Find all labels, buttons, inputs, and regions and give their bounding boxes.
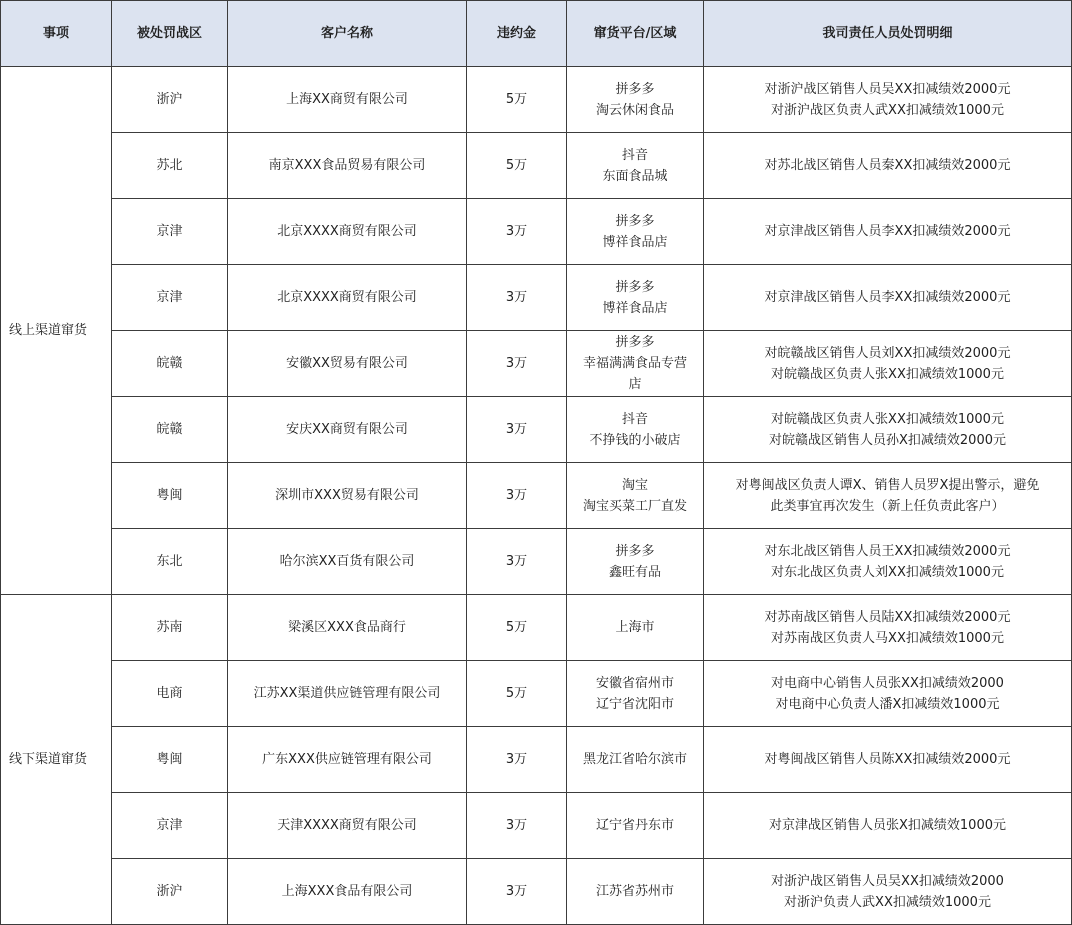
table-row bbox=[1, 859, 1072, 925]
table-row bbox=[1, 463, 1072, 529]
detail-line: 对京津战区销售人员李XX扣减绩效2000元 bbox=[764, 290, 1011, 305]
detail-line: 对东北战区销售人员王XX扣减绩效2000元 bbox=[764, 543, 1011, 559]
platform-line: 上海市 bbox=[615, 620, 655, 635]
cell-platform bbox=[567, 661, 704, 727]
detail-line: 对粤闽战区销售人员陈XX扣减绩效2000元 bbox=[764, 752, 1011, 767]
cell-detail bbox=[704, 595, 1072, 661]
platform-line: 拼多多 bbox=[615, 213, 655, 229]
cell-platform bbox=[567, 859, 704, 925]
platform-line: 店 bbox=[628, 377, 642, 392]
header-region: 被处罚战区 bbox=[112, 1, 228, 67]
cell-penalty: 3万 bbox=[467, 859, 567, 925]
platform-line: 拼多多 bbox=[615, 543, 655, 559]
detail-line: 此类事宜再次发生（新上任负责此客户） bbox=[770, 498, 1005, 514]
cell-penalty: 3万 bbox=[467, 529, 567, 595]
header-row bbox=[1, 1, 1072, 67]
detail-line: 对浙沪战区销售人员吴XX扣减绩效2000元 bbox=[764, 81, 1011, 97]
platform-line: 安徽省宿州市 bbox=[595, 675, 674, 691]
group-label: 线上渠道窜货 bbox=[1, 67, 112, 595]
cell-customer: 深圳市XXX贸易有限公司 bbox=[228, 463, 467, 529]
cell-region: 浙沪 bbox=[112, 67, 228, 133]
table-header bbox=[1, 1, 1072, 67]
cell-penalty: 3万 bbox=[467, 397, 567, 463]
cell-detail bbox=[704, 133, 1072, 199]
cell-customer: 上海XX商贸有限公司 bbox=[228, 67, 467, 133]
cell-platform bbox=[567, 331, 704, 397]
cell-region: 浙沪 bbox=[112, 859, 228, 925]
cell-penalty: 3万 bbox=[467, 265, 567, 331]
cell-detail bbox=[704, 463, 1072, 529]
platform-line: 黑龙江省哈尔滨市 bbox=[582, 752, 687, 767]
header-detail: 我司责任人员处罚明细 bbox=[704, 1, 1072, 67]
detail-line: 对皖赣战区负责人张XX扣减绩效1000元 bbox=[771, 366, 1004, 382]
detail-line: 对皖赣战区负责人张XX扣减绩效1000元 bbox=[771, 411, 1004, 427]
platform-line: 淘云休闲食品 bbox=[595, 102, 674, 118]
cell-detail bbox=[704, 793, 1072, 859]
cell-platform bbox=[567, 265, 704, 331]
platform-line: 东面食品城 bbox=[602, 168, 668, 184]
table-row bbox=[1, 265, 1072, 331]
detail-line: 对苏南战区销售人员陆XX扣减绩效2000元 bbox=[764, 609, 1011, 625]
cell-region: 粤闽 bbox=[112, 727, 228, 793]
table-row bbox=[1, 793, 1072, 859]
platform-line: 淘宝 bbox=[621, 477, 648, 493]
group-label: 线下渠道窜货 bbox=[1, 595, 112, 925]
platform-line: 辽宁省沈阳市 bbox=[595, 696, 674, 712]
header-platform: 窜货平台/区域 bbox=[567, 1, 704, 67]
table-row bbox=[1, 661, 1072, 727]
cell-customer: 安庆XX商贸有限公司 bbox=[228, 397, 467, 463]
platform-line: 拼多多 bbox=[615, 279, 655, 295]
cell-detail bbox=[704, 67, 1072, 133]
cell-region: 京津 bbox=[112, 199, 228, 265]
cell-penalty: 3万 bbox=[467, 331, 567, 397]
header-penalty: 违约金 bbox=[467, 1, 567, 67]
cell-platform bbox=[567, 529, 704, 595]
header-customer: 客户名称 bbox=[228, 1, 467, 67]
table-row bbox=[1, 727, 1072, 793]
cell-customer: 梁溪区XXX食品商行 bbox=[228, 595, 467, 661]
cell-region: 电商 bbox=[112, 661, 228, 727]
detail-line: 对京津战区销售人员李XX扣减绩效2000元 bbox=[764, 224, 1011, 239]
cell-region: 京津 bbox=[112, 793, 228, 859]
cell-customer: 江苏XX渠道供应链管理有限公司 bbox=[228, 661, 467, 727]
detail-line: 对电商中心销售人员张XX扣减绩效2000 bbox=[771, 675, 1004, 691]
cell-platform bbox=[567, 793, 704, 859]
cell-platform bbox=[567, 397, 704, 463]
platform-line: 淘宝买菜工厂直发 bbox=[582, 498, 687, 514]
cell-region: 皖赣 bbox=[112, 331, 228, 397]
platform-line: 博祥食品店 bbox=[602, 234, 668, 250]
detail-line: 对苏南战区负责人马XX扣减绩效1000元 bbox=[771, 630, 1004, 646]
detail-line: 对粤闽战区负责人谭X、销售人员罗X提出警示，避免 bbox=[735, 477, 1040, 493]
cell-customer: 南京XXX食品贸易有限公司 bbox=[228, 133, 467, 199]
table-body bbox=[1, 67, 1072, 925]
detail-line: 对东北战区负责人刘XX扣减绩效1000元 bbox=[771, 564, 1004, 580]
cell-detail bbox=[704, 199, 1072, 265]
table-row bbox=[1, 133, 1072, 199]
detail-line: 对电商中心负责人潘X扣减绩效1000元 bbox=[775, 696, 1000, 712]
platform-line: 不挣钱的小破店 bbox=[589, 432, 681, 448]
cell-detail bbox=[704, 529, 1072, 595]
detail-line: 对皖赣战区销售人员刘XX扣减绩效2000元 bbox=[764, 345, 1011, 361]
table-row bbox=[1, 331, 1072, 397]
cell-penalty: 3万 bbox=[467, 463, 567, 529]
cell-penalty: 3万 bbox=[467, 199, 567, 265]
cell-penalty: 3万 bbox=[467, 727, 567, 793]
detail-line: 对苏北战区销售人员秦XX扣减绩效2000元 bbox=[764, 158, 1011, 173]
cell-customer: 安徽XX贸易有限公司 bbox=[228, 331, 467, 397]
cell-customer: 哈尔滨XX百货有限公司 bbox=[228, 529, 467, 595]
cell-penalty: 5万 bbox=[467, 67, 567, 133]
cell-customer: 北京XXXX商贸有限公司 bbox=[228, 265, 467, 331]
detail-line: 对皖赣战区销售人员孙X扣减绩效2000元 bbox=[769, 432, 1006, 448]
cell-customer: 广东XXX供应链管理有限公司 bbox=[228, 727, 467, 793]
cell-penalty: 3万 bbox=[467, 793, 567, 859]
cell-detail bbox=[704, 397, 1072, 463]
header-item: 事项 bbox=[1, 1, 112, 67]
cell-customer: 北京XXXX商贸有限公司 bbox=[228, 199, 467, 265]
table-row bbox=[1, 67, 1072, 133]
platform-line: 鑫旺有品 bbox=[608, 564, 661, 580]
cell-region: 苏北 bbox=[112, 133, 228, 199]
table-row bbox=[1, 595, 1072, 661]
detail-line: 对浙沪战区销售人员吴XX扣减绩效2000 bbox=[771, 873, 1004, 889]
platform-line: 幸福满满食品专营 bbox=[582, 356, 687, 371]
platform-line: 博祥食品店 bbox=[602, 300, 668, 316]
cell-detail bbox=[704, 727, 1072, 793]
table-row bbox=[1, 199, 1072, 265]
table-row bbox=[1, 397, 1072, 463]
cell-detail bbox=[704, 859, 1072, 925]
platform-line: 辽宁省丹东市 bbox=[595, 818, 674, 833]
cell-penalty: 5万 bbox=[467, 595, 567, 661]
table-row bbox=[1, 529, 1072, 595]
cell-platform bbox=[567, 595, 704, 661]
platform-line: 江苏省苏州市 bbox=[595, 884, 674, 899]
cell-region: 东北 bbox=[112, 529, 228, 595]
cell-detail bbox=[704, 265, 1072, 331]
cell-platform bbox=[567, 133, 704, 199]
cell-penalty: 5万 bbox=[467, 133, 567, 199]
platform-line: 抖音 bbox=[621, 411, 648, 427]
cell-platform bbox=[567, 199, 704, 265]
platform-line: 拼多多 bbox=[615, 81, 655, 97]
cell-region: 粤闽 bbox=[112, 463, 228, 529]
cell-region: 皖赣 bbox=[112, 397, 228, 463]
cell-platform bbox=[567, 67, 704, 133]
detail-line: 对浙沪战区负责人武XX扣减绩效1000元 bbox=[771, 102, 1004, 118]
cell-detail bbox=[704, 331, 1072, 397]
platform-line: 抖音 bbox=[621, 147, 648, 163]
cell-customer: 上海XXX食品有限公司 bbox=[228, 859, 467, 925]
cell-customer: 天津XXXX商贸有限公司 bbox=[228, 793, 467, 859]
cell-penalty: 5万 bbox=[467, 661, 567, 727]
detail-line: 对京津战区销售人员张X扣减绩效1000元 bbox=[769, 818, 1006, 833]
cell-region: 京津 bbox=[112, 265, 228, 331]
cell-region: 苏南 bbox=[112, 595, 228, 661]
detail-line: 对浙沪负责人武XX扣减绩效1000元 bbox=[784, 894, 991, 910]
cell-platform bbox=[567, 727, 704, 793]
platform-line: 拼多多 bbox=[615, 335, 655, 350]
cell-platform bbox=[567, 463, 704, 529]
cell-detail bbox=[704, 661, 1072, 727]
